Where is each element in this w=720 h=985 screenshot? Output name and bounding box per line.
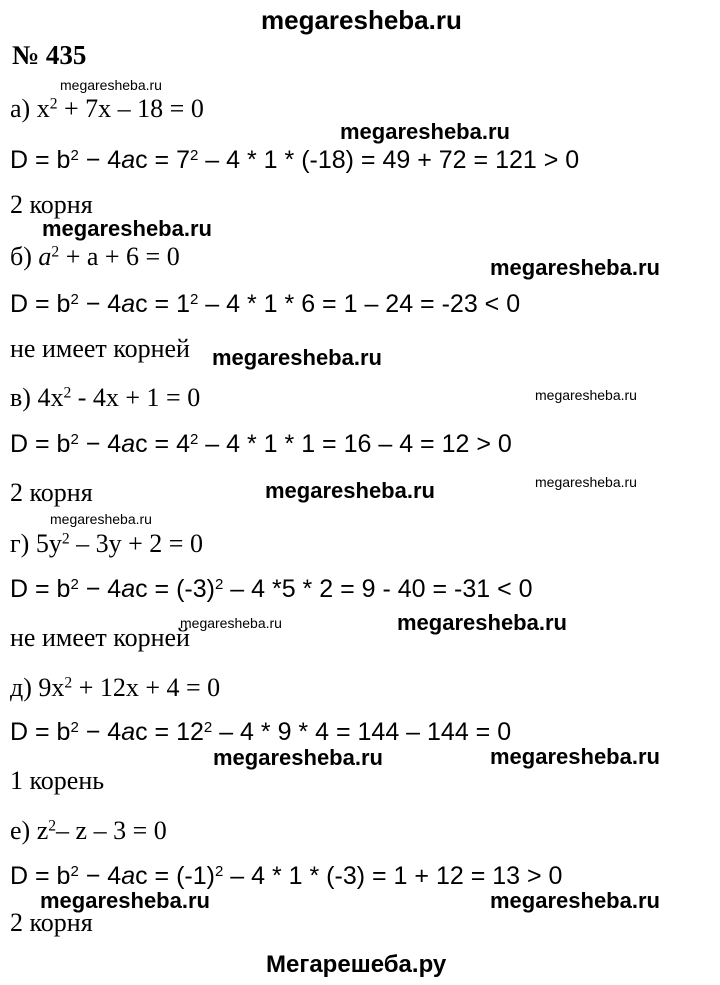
answer-e: 1 корень [10, 766, 105, 795]
watermark: megaresheba.ru [535, 474, 637, 490]
part-label: а) [10, 94, 31, 123]
equation-c: в) $4x^2 - 4x + 1 = 0$ [10, 383, 201, 412]
equation-b: б) $a^2 + a + 6 = 0$ [10, 242, 180, 271]
watermark: megaresheba.ru [180, 615, 282, 631]
discriminant-c: $D = b^2 - 4ac = 4^2 - 4 * 1 * 1 = 16 - 4 = 12 > 0$ [10, 430, 512, 458]
answer-d: не имеет корней [10, 623, 190, 652]
discriminant-f: $D = b^2 - 4ac = (-1)^2 - 4 * 1 * (-3) = 1 + 12 = 13 > 0$ [10, 862, 563, 890]
watermark: megaresheba.ru [265, 478, 435, 503]
discriminant-b: $D = b^2 - 4ac = 1^2 - 4 * 1 * 6 = 1 - 24 = -23 < 0$ [10, 290, 521, 318]
watermark: megaresheba.ru [340, 119, 510, 144]
part-label: е) [10, 816, 31, 845]
site-header: megaresheba.ru [261, 5, 462, 35]
watermark: megaresheba.ru [40, 888, 210, 913]
discriminant-d: $D = b^2 - 4ac = (-3)^2 - 4$ *5 * 2 = 9 - 40 = -31 < 0 [10, 575, 533, 603]
equation-f: е) $z^2-$ z – 3 = 0 [10, 816, 167, 845]
watermark: megaresheba.ru [212, 345, 382, 370]
site-footer: Мегарешеба.ру [266, 951, 447, 978]
watermark: megaresheba.ru [42, 216, 212, 241]
watermark: megaresheba.ru [60, 77, 162, 93]
answer-b: не имеет корней [10, 334, 190, 363]
answer-c: 2 корня [10, 478, 93, 507]
watermark: megaresheba.ru [535, 387, 637, 403]
part-label: г) [10, 529, 30, 558]
equation-a: а) $x^2 + 7x - 18 = 0$ [10, 94, 204, 123]
watermark: megaresheba.ru [397, 610, 567, 635]
discriminant-a: $D = b^2 - 4ac = 7^2 - 4 * 1 * (-18) = 49 + 72 = 121 > 0$ [10, 146, 580, 174]
watermark: megaresheba.ru [490, 744, 660, 769]
watermark: megaresheba.ru [490, 255, 660, 280]
equation-d: г) $5y^2 - 3y + 2 = 0$ [10, 529, 203, 558]
answer-f: 2 корня [10, 908, 93, 937]
part-label: б) [10, 242, 32, 271]
problem-number: № 435 [12, 40, 87, 70]
watermark: megaresheba.ru [50, 511, 152, 527]
watermark: megaresheba.ru [213, 745, 383, 770]
watermark: megaresheba.ru [490, 888, 660, 913]
equation-e: д) $9x^2 + 12x + 4 = 0$ [10, 673, 221, 702]
part-label: д) [10, 673, 32, 702]
answer-a: 2 корня [10, 190, 93, 219]
discriminant-e: $D = b^2 - 4ac = 12^2 - 4 * 9 * 4 = 144 - 144 = 0$ [10, 718, 512, 746]
part-label: в) [10, 383, 31, 412]
